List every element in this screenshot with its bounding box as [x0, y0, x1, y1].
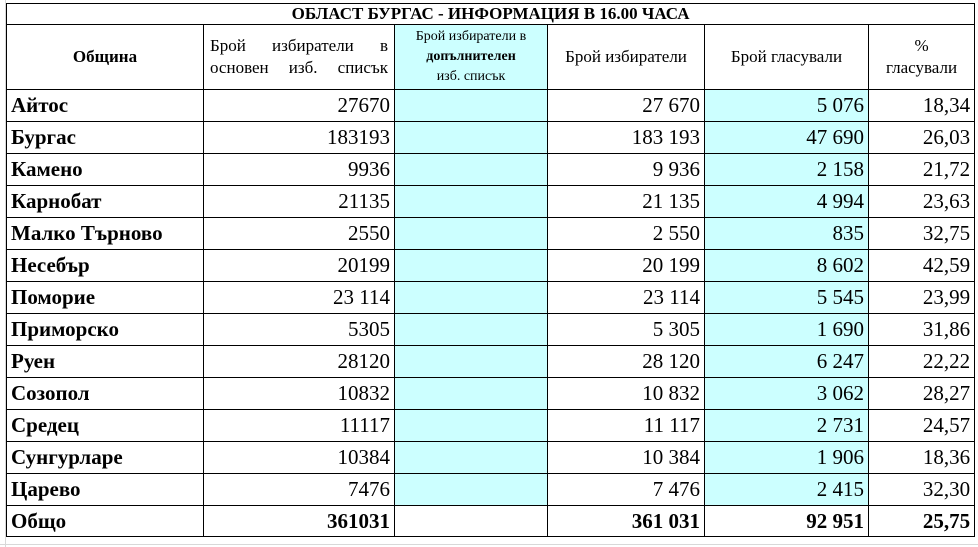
cell-municipality[interactable]: Несебър — [7, 250, 204, 282]
results-table — [6, 3, 975, 537]
cell-pct[interactable]: 23,63 — [869, 186, 975, 218]
cell-voted[interactable]: 2 731 — [705, 410, 869, 442]
table-row — [7, 474, 975, 506]
cell-base-list[interactable]: 183193 — [204, 122, 395, 154]
cell-extra-list[interactable] — [395, 250, 548, 282]
header-row — [7, 25, 975, 90]
cell-municipality[interactable]: Айтос — [7, 90, 204, 122]
cell-pct[interactable]: 21,72 — [869, 154, 975, 186]
cell-base-list[interactable]: 7476 — [204, 474, 395, 506]
cell-municipality[interactable]: Малко Търново — [7, 218, 204, 250]
cell-municipality[interactable]: Средец — [7, 410, 204, 442]
cell-base-list[interactable]: 28120 — [204, 346, 395, 378]
cell-total-voters[interactable]: 361 031 — [548, 506, 705, 537]
cell-base-list[interactable]: 27670 — [204, 90, 395, 122]
cell-extra-list[interactable] — [395, 378, 548, 410]
cell-municipality[interactable]: Камено — [7, 154, 204, 186]
cell-pct[interactable]: 18,36 — [869, 442, 975, 474]
cell-voted[interactable]: 4 994 — [705, 186, 869, 218]
header-pct-line2: гласували — [886, 58, 958, 77]
cell-extra-list[interactable] — [395, 474, 548, 506]
cell-base-list[interactable]: 20199 — [204, 250, 395, 282]
cell-pct[interactable]: 18,34 — [869, 90, 975, 122]
cell-voted[interactable]: 8 602 — [705, 250, 869, 282]
header-pct-line1: % — [914, 36, 929, 55]
cell-pct[interactable]: 31,86 — [869, 314, 975, 346]
table-row — [7, 250, 975, 282]
cell-base-list[interactable]: 10384 — [204, 442, 395, 474]
cell-base-list[interactable]: 21135 — [204, 186, 395, 218]
cell-municipality[interactable]: Поморие — [7, 282, 204, 314]
table-row — [7, 218, 975, 250]
cell-pct[interactable]: 23,99 — [869, 282, 975, 314]
cell-voted[interactable]: 835 — [705, 218, 869, 250]
header-base-list[interactable]: Брой избиратели в основен изб. списък — [204, 25, 395, 90]
cell-base-list[interactable]: 5305 — [204, 314, 395, 346]
header-voted[interactable]: Брой гласували — [705, 25, 869, 90]
cell-voters[interactable]: 5 305 — [548, 314, 705, 346]
cell-municipality[interactable]: Бургас — [7, 122, 204, 154]
cell-municipality[interactable]: Созопол — [7, 378, 204, 410]
header-pct[interactable] — [869, 25, 975, 90]
cell-extra-list[interactable] — [395, 346, 548, 378]
cell-extra-list[interactable] — [395, 282, 548, 314]
cell-voters[interactable]: 9 936 — [548, 154, 705, 186]
table-row — [7, 90, 975, 122]
cell-voters[interactable]: 28 120 — [548, 346, 705, 378]
cell-municipality[interactable]: Царево — [7, 474, 204, 506]
cell-pct[interactable]: 32,30 — [869, 474, 975, 506]
grid-line — [0, 544, 978, 545]
cell-voted[interactable]: 2 158 — [705, 154, 869, 186]
table-row — [7, 154, 975, 186]
cell-extra-list[interactable] — [395, 90, 548, 122]
cell-voters[interactable]: 20 199 — [548, 250, 705, 282]
table-row — [7, 410, 975, 442]
cell-voters[interactable]: 10 832 — [548, 378, 705, 410]
table-row — [7, 314, 975, 346]
table-row — [7, 442, 975, 474]
cell-total-label[interactable]: Общо — [7, 506, 204, 537]
cell-voted[interactable]: 3 062 — [705, 378, 869, 410]
cell-voted[interactable]: 5 076 — [705, 90, 869, 122]
cell-base-list[interactable]: 10832 — [204, 378, 395, 410]
header-extra-line3: изб. списък — [436, 69, 506, 84]
cell-voters[interactable]: 2 550 — [548, 218, 705, 250]
cell-extra-list[interactable] — [395, 442, 548, 474]
cell-base-list[interactable]: 9936 — [204, 154, 395, 186]
cell-total-extra[interactable] — [395, 506, 548, 537]
cell-voters[interactable]: 183 193 — [548, 122, 705, 154]
cell-extra-list[interactable] — [395, 218, 548, 250]
title-row — [7, 4, 975, 25]
cell-voters[interactable]: 23 114 — [548, 282, 705, 314]
cell-voted[interactable]: 47 690 — [705, 122, 869, 154]
cell-pct[interactable]: 26,03 — [869, 122, 975, 154]
cell-total-pct[interactable]: 25,75 — [869, 506, 975, 537]
cell-voters[interactable]: 10 384 — [548, 442, 705, 474]
cell-pct[interactable]: 42,59 — [869, 250, 975, 282]
cell-voted[interactable]: 5 545 — [705, 282, 869, 314]
header-extra-line1: Брой избиратели в — [415, 29, 527, 44]
cell-pct[interactable]: 32,75 — [869, 218, 975, 250]
cell-voters[interactable]: 11 117 — [548, 410, 705, 442]
table-row — [7, 346, 975, 378]
table-row — [7, 186, 975, 218]
header-municipality[interactable]: Община — [7, 25, 204, 90]
total-row — [7, 506, 975, 537]
cell-voted[interactable]: 6 247 — [705, 346, 869, 378]
table-row — [7, 378, 975, 410]
cell-extra-list[interactable] — [395, 314, 548, 346]
cell-extra-list[interactable] — [395, 186, 548, 218]
cell-base-list[interactable]: 2550 — [204, 218, 395, 250]
cell-pct[interactable]: 22,22 — [869, 346, 975, 378]
cell-base-list[interactable]: 23 114 — [204, 282, 395, 314]
cell-extra-list[interactable] — [395, 122, 548, 154]
cell-municipality[interactable]: Карнобат — [7, 186, 204, 218]
header-extra-list[interactable] — [395, 25, 548, 90]
cell-municipality[interactable]: Сунгурларе — [7, 442, 204, 474]
cell-voters[interactable]: 7 476 — [548, 474, 705, 506]
header-voters[interactable]: Брой избиратели — [548, 25, 705, 90]
cell-voters[interactable]: 27 670 — [548, 90, 705, 122]
cell-extra-list[interactable] — [395, 154, 548, 186]
cell-voters[interactable]: 21 135 — [548, 186, 705, 218]
cell-extra-list[interactable] — [395, 410, 548, 442]
cell-pct[interactable]: 24,57 — [869, 410, 975, 442]
table-row — [7, 122, 975, 154]
cell-voted[interactable]: 1 690 — [705, 314, 869, 346]
cell-municipality[interactable]: Руен — [7, 346, 204, 378]
header-extra-line2: допълнителен — [426, 49, 516, 64]
cell-municipality[interactable]: Приморско — [7, 314, 204, 346]
cell-total-voted[interactable]: 92 951 — [705, 506, 869, 537]
cell-voted[interactable]: 2 415 — [705, 474, 869, 506]
cell-total-base[interactable]: 361031 — [204, 506, 395, 537]
cell-pct[interactable]: 28,27 — [869, 378, 975, 410]
table-title[interactable]: ОБЛАСТ БУРГАС - ИНФОРМАЦИЯ В 16.00 ЧАСА — [7, 4, 975, 25]
cell-base-list[interactable]: 11117 — [204, 410, 395, 442]
cell-voted[interactable]: 1 906 — [705, 442, 869, 474]
table-row — [7, 282, 975, 314]
